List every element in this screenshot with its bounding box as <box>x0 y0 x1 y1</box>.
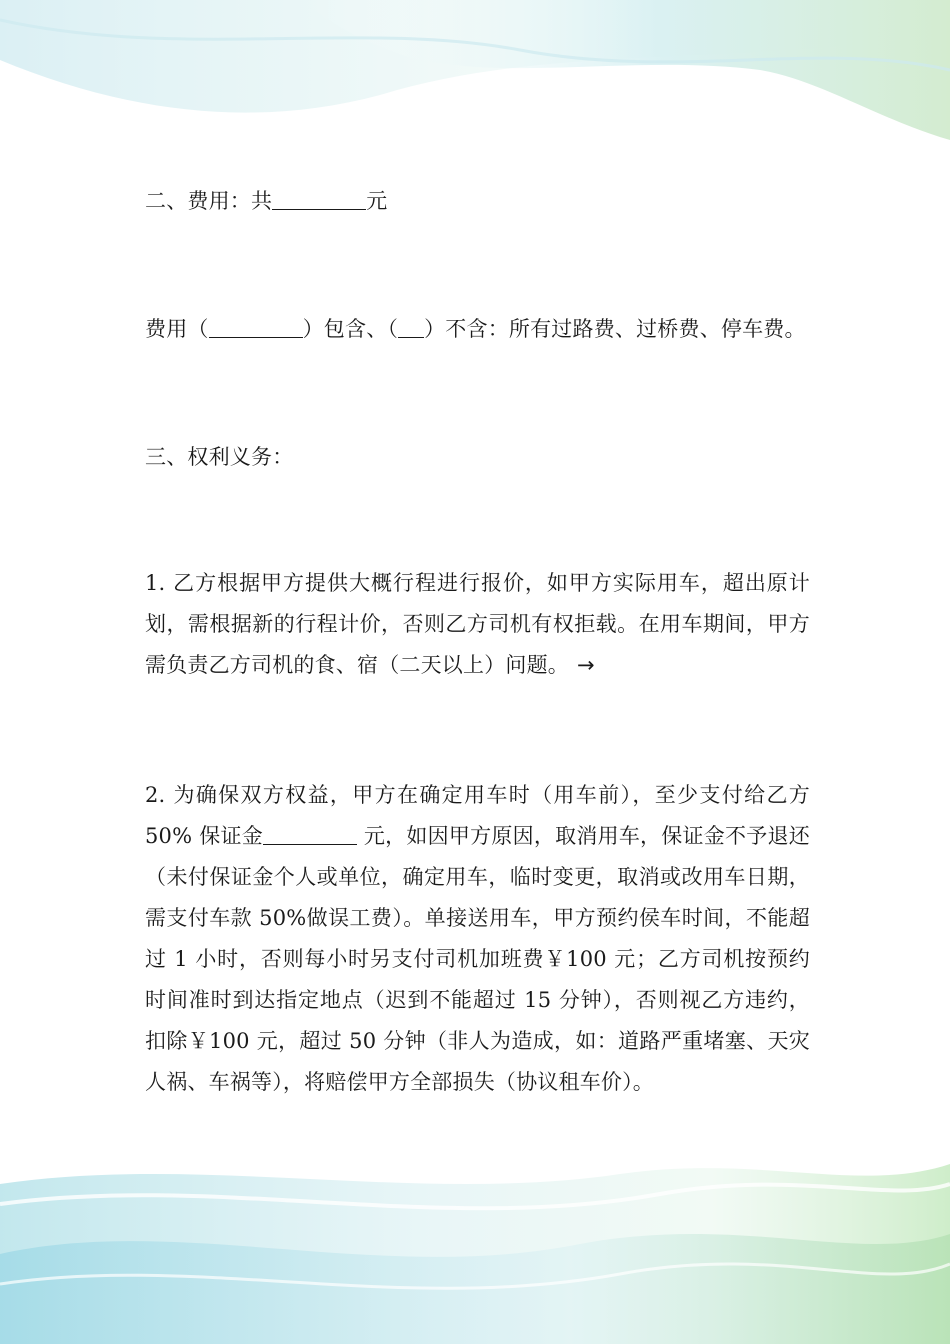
rights-item-2-text-a: 2. 为确保双方权益，甲方在确定用车时（用车前），至少支付给乙方 50% 保证金 <box>145 783 810 848</box>
rights-item-1-text: 1. 乙方根据甲方提供大概行程进行报价，如甲方实际用车，超出原计划，需根据新的行程计价，否则乙方司机有权拒载。在用车期间，甲方需负责乙方司机的食、宿（二天以上）问题。 <box>145 571 810 677</box>
top-wave-decoration <box>0 0 950 140</box>
bottom-wave-decoration <box>0 1144 950 1344</box>
section2-fee-total-line <box>145 187 387 215</box>
fee-amount-blank <box>272 189 366 210</box>
rights-item-2 <box>145 775 810 1103</box>
section2-title-prefix: 二、费用：共 <box>145 189 273 213</box>
arrow-icon: → <box>577 653 595 677</box>
deposit-amount-blank <box>263 824 357 845</box>
fee-line-part-a: 费用（ <box>145 317 209 341</box>
fee-line-part-b: ）包含、（ <box>302 317 399 341</box>
fee-excluded-blank <box>398 317 424 338</box>
rights-item-2-text-b: 元，如因甲方原因，取消用车，保证金不予退还（未付保证金个人或单位，确定用车，临时变更，取消或改用车日期，需支付车款 50%做误工费）。单接送用车，甲方预约侯车时间，不能超过 1 小时，否则每小时另支付司机加班费￥100 元；乙方司机按预约时间准时到达指定地点（迟到不能超过 15 分钟），否则视乙方违约，扣除￥100 元，超过 50 分钟（非人为造成，如：道路严重堵塞、天灾人祸、车祸等），将赔偿甲方全部损失（协议租车价）。 <box>145 824 810 1094</box>
section2-title-suffix: 元 <box>366 189 388 213</box>
section3-title-text: 三、权利义务： <box>145 445 294 469</box>
rights-item-1 <box>145 563 810 686</box>
fee-line-part-c: ）不含：所有过路费、过桥费、停车费。 <box>424 317 806 341</box>
fee-included-blank <box>209 317 303 338</box>
fee-inclusion-line <box>145 315 806 343</box>
section3-title <box>145 443 293 471</box>
